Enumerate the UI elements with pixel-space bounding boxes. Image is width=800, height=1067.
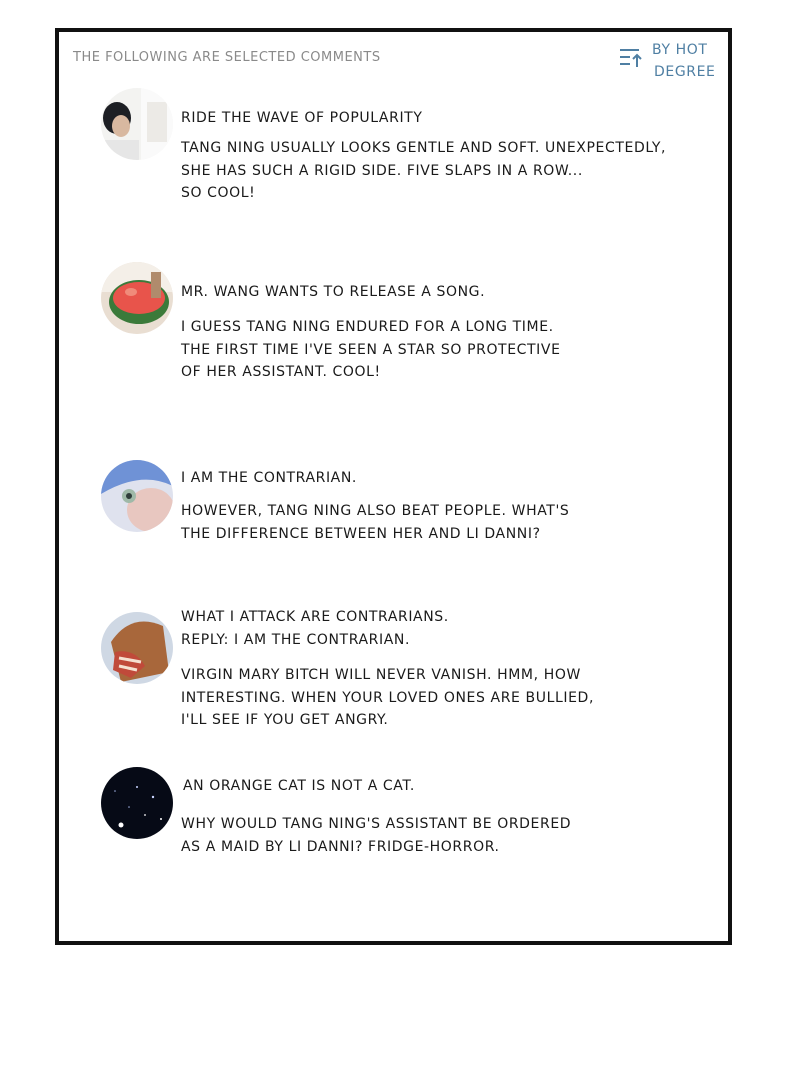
comment-username[interactable]: RIDE THE WAVE OF POPULARITY [181,110,423,126]
comment-username[interactable]: I AM THE CONTRARIAN. [181,470,357,486]
avatar[interactable] [101,767,173,839]
comment-text: HOWEVER, TANG NING ALSO BEAT PEOPLE. WHAT'S THE DIFFERENCE BETWEEN HER AND LI DANNI? [181,503,570,542]
section-title: THE FOLLOWING ARE SELECTED COMMENTS [73,50,381,65]
comment-text: WHY WOULD TANG NING'S ASSISTANT BE ORDERED AS A MAID BY LI DANNI? FRIDGE-HORROR. [181,816,572,855]
reply-text: REPLY: I AM THE CONTRARIAN. [181,632,410,648]
comment-username[interactable]: AN ORANGE CAT IS NOT A CAT. [183,778,415,794]
avatar[interactable] [101,88,173,160]
sort-label: DEGREE [654,64,716,80]
avatar[interactable] [101,262,173,334]
comment-text: TANG NING USUALLY LOOKS GENTLE AND SOFT. UNEXPECTEDLY, SHE HAS SUCH A RIGID SIDE. FIVE SLAPS IN A ROW... SO COOL! [181,140,667,201]
comment-text: I GUESS TANG NING ENDURED FOR A LONG TIME. THE FIRST TIME I'VE SEEN A STAR SO PROTECTIVE OF HER ASSISTANT. COOL! [181,319,561,380]
comment-text: VIRGIN MARY BITCH WILL NEVER VANISH. HMM, HOW INTERESTING. WHEN YOUR LOVED ONES ARE BULLIED, I'LL SEE IF YOU GET ANGRY. [181,667,594,728]
sort-icon [619,46,643,70]
avatar[interactable] [101,612,173,684]
comment-username[interactable]: MR. WANG WANTS TO RELEASE A SONG. [181,284,486,300]
avatar[interactable] [101,460,173,532]
sort-by-hot-button[interactable] [616,40,724,84]
sort-label: BY HOT [652,42,708,58]
comments-panel [55,28,732,945]
comment-username[interactable]: WHAT I ATTACK ARE CONTRARIANS. [181,609,449,625]
